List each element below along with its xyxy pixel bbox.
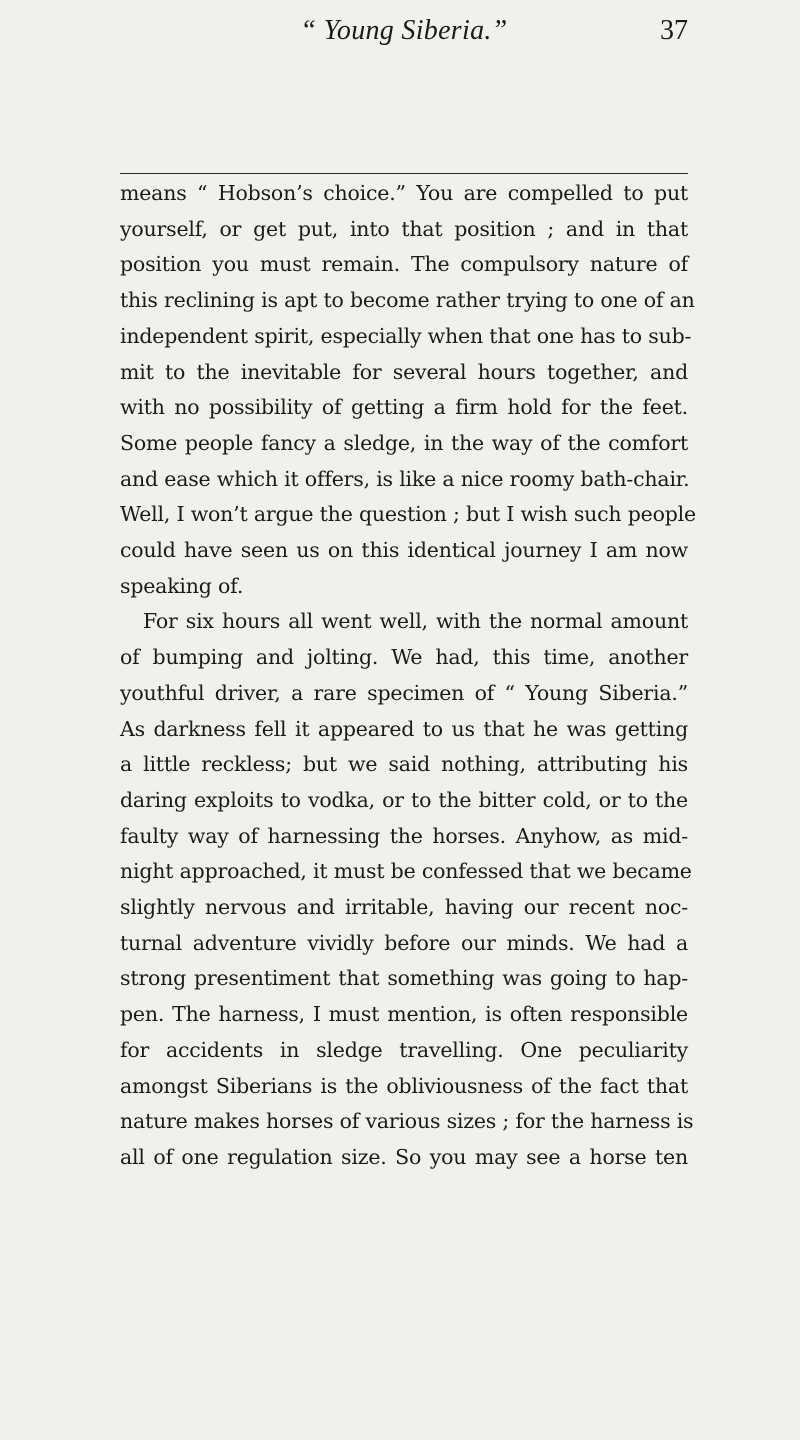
paragraph-1	[120, 176, 696, 604]
text-line: could have seen us on this identical journey I am now	[120, 538, 688, 563]
text-line: pen. The harness, I must mention, is often responsible	[120, 1002, 688, 1027]
page-number: 37	[660, 15, 688, 46]
text-line: speaking of.	[120, 573, 244, 598]
text-line: means “ Hobson’s choice.” You are compelled to put	[120, 181, 688, 205]
text-line: youthful driver, a rare specimen of “ Young Siberia.”	[120, 680, 688, 705]
text-line: strong presentiment that something was going to hap-	[120, 966, 688, 991]
text-line: For six hours all went well, with the normal amount	[143, 609, 688, 634]
text-line: amongst Siberians is the obliviousness of the fact that	[120, 1073, 688, 1098]
text-line: a little reckless; but we said nothing, attributing his	[120, 752, 688, 777]
text-line: nature makes horses of various sizes ; for the harness is	[120, 1109, 694, 1134]
text-line: Well, I won’t argue the question ; but I wish such people	[120, 502, 696, 527]
body-text	[120, 176, 696, 1176]
text-line: night approached, it must be confessed that we became	[120, 859, 692, 884]
text-line: As darkness fell it appeared to us that he was getting	[120, 716, 688, 741]
text-line: with no possibility of getting a firm hold for the feet.	[120, 395, 688, 420]
text-line: Some people fancy a sledge, in the way of the comfort	[120, 430, 688, 455]
text-line: yourself, or get put, into that position ; and in that	[120, 216, 688, 241]
paragraph-2	[120, 604, 694, 1175]
text-line: daring exploits to vodka, or to the bitter cold, or to the	[120, 787, 688, 812]
text-line: position you must remain. The compulsory nature of	[120, 252, 688, 277]
text-line: all of one regulation size. So you may see a horse ten	[120, 1144, 688, 1169]
text-line: slightly nervous and irritable, having our recent noc-	[120, 895, 688, 920]
running-head	[120, 13, 688, 53]
text-line: independent spirit, especially when that one has to sub-	[120, 323, 692, 348]
text-line: for accidents in sledge travelling. One peculiarity	[120, 1037, 688, 1062]
text-line: of bumping and jolting. We had, this time, another	[120, 645, 688, 670]
text-line: turnal adventure vividly before our minds. We had a	[120, 930, 688, 955]
running-title: “ Young Siberia.”	[300, 15, 508, 46]
text-line: faulty way of harnessing the horses. Anyhow, as mid-	[120, 823, 688, 848]
text-line: this reclining is apt to become rather trying to one of an	[120, 288, 695, 313]
text-line: mit to the inevitable for several hours together, and	[120, 359, 688, 384]
header-rule	[120, 173, 688, 174]
text-line: and ease which it offers, is like a nice roomy bath-chair.	[120, 466, 690, 491]
